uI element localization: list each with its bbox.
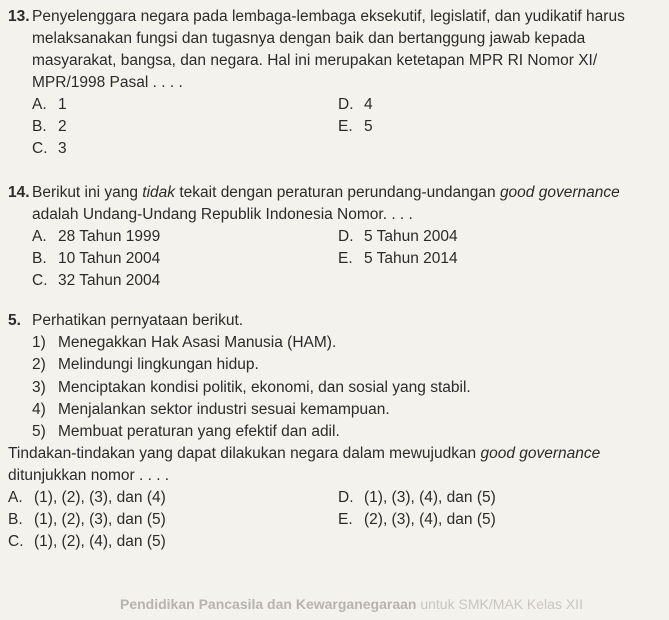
question-text: Berikut ini yang xyxy=(32,184,143,201)
question-text-line: masyarakat, bangsa, dan negara. Hal ini merupakan ketetapan MPR RI Nomor XI/ xyxy=(32,52,598,69)
question-intro: Perhatikan pernyataan berikut. xyxy=(32,312,244,329)
question-text-italic: good governance xyxy=(480,445,601,463)
question-text-line: ditunjukkan nomor . . . . xyxy=(8,467,170,485)
option-e: E. 5 Tahun 2014 xyxy=(338,250,458,267)
question-13 xyxy=(8,6,663,160)
option-a: A. 28 Tahun 1999 xyxy=(32,228,161,245)
options-row xyxy=(8,226,663,248)
option-a: A. (1), (2), (3), dan (4) xyxy=(8,489,166,507)
options-row xyxy=(8,487,663,509)
options-row xyxy=(8,248,663,270)
question-text-line: Penyelenggara negara pada lembaga-lembaga eksekutif, legislatif, dan yudikatif harus xyxy=(32,8,625,25)
page-footer xyxy=(120,596,583,612)
question-number: 13. xyxy=(8,8,30,25)
options-row xyxy=(8,94,663,116)
statement-item: 3) Menciptakan kondisi politik, ekonomi, dan sosial yang stabil. xyxy=(32,378,471,396)
question-15 xyxy=(8,310,663,553)
option-e: E. 5 xyxy=(338,118,373,135)
footer-title: Pendidikan Pancasila dan Kewarganegaraan xyxy=(120,596,417,612)
option-e: E. (2), (3), (4), dan (5) xyxy=(338,511,496,529)
option-d: D. 5 Tahun 2004 xyxy=(338,228,458,245)
options-row xyxy=(8,138,663,160)
question-number: 5. xyxy=(8,312,21,329)
option-b: B. (1), (2), (3), dan (5) xyxy=(8,511,166,529)
question-text: tekait dengan peraturan perundang-undangan xyxy=(175,184,500,201)
question-text: Tindakan-tindakan yang dapat dilakukan negara dalam mewujudkan xyxy=(8,445,481,463)
statement-item: 5) Membuat peraturan yang efektif dan adil. xyxy=(32,423,340,441)
option-d: D. 4 xyxy=(338,96,373,113)
option-b: B. 2 xyxy=(32,118,67,135)
statement-item: 1) Menegakkan Hak Asasi Manusia (HAM). xyxy=(32,334,337,351)
question-text-italic: tidak xyxy=(142,184,176,201)
question-text-line: melaksanakan fungsi dan tugasnya dengan baik dan bertanggung jawab kepada xyxy=(32,30,586,47)
statement-item: 4) Menjalankan sektor industri sesuai kemampuan. xyxy=(32,400,390,418)
question-text-line: adalah Undang-Undang Republik Indonesia Nomor. . . . xyxy=(32,206,413,223)
option-c: C. 3 xyxy=(32,140,67,157)
options-row xyxy=(8,509,663,531)
options-row xyxy=(8,116,663,138)
statement-item: 2) Melindungi lingkungan hidup. xyxy=(32,356,259,374)
options-row xyxy=(8,531,663,553)
option-b: B. 10 Tahun 2004 xyxy=(32,250,161,267)
option-c: C. 32 Tahun 2004 xyxy=(32,272,161,289)
question-text-line: MPR/1998 Pasal . . . . xyxy=(32,74,183,91)
footer-subtitle: untuk SMK/MAK Kelas XII xyxy=(416,596,583,612)
options-row xyxy=(8,270,663,292)
option-d: D. (1), (3), (4), dan (5) xyxy=(338,489,496,507)
option-c: C. (1), (2), (4), dan (5) xyxy=(8,533,166,551)
option-a: A. 1 xyxy=(32,96,67,113)
question-14 xyxy=(8,182,663,292)
question-number: 14. xyxy=(8,184,30,201)
question-text-italic: good governance xyxy=(499,184,620,201)
